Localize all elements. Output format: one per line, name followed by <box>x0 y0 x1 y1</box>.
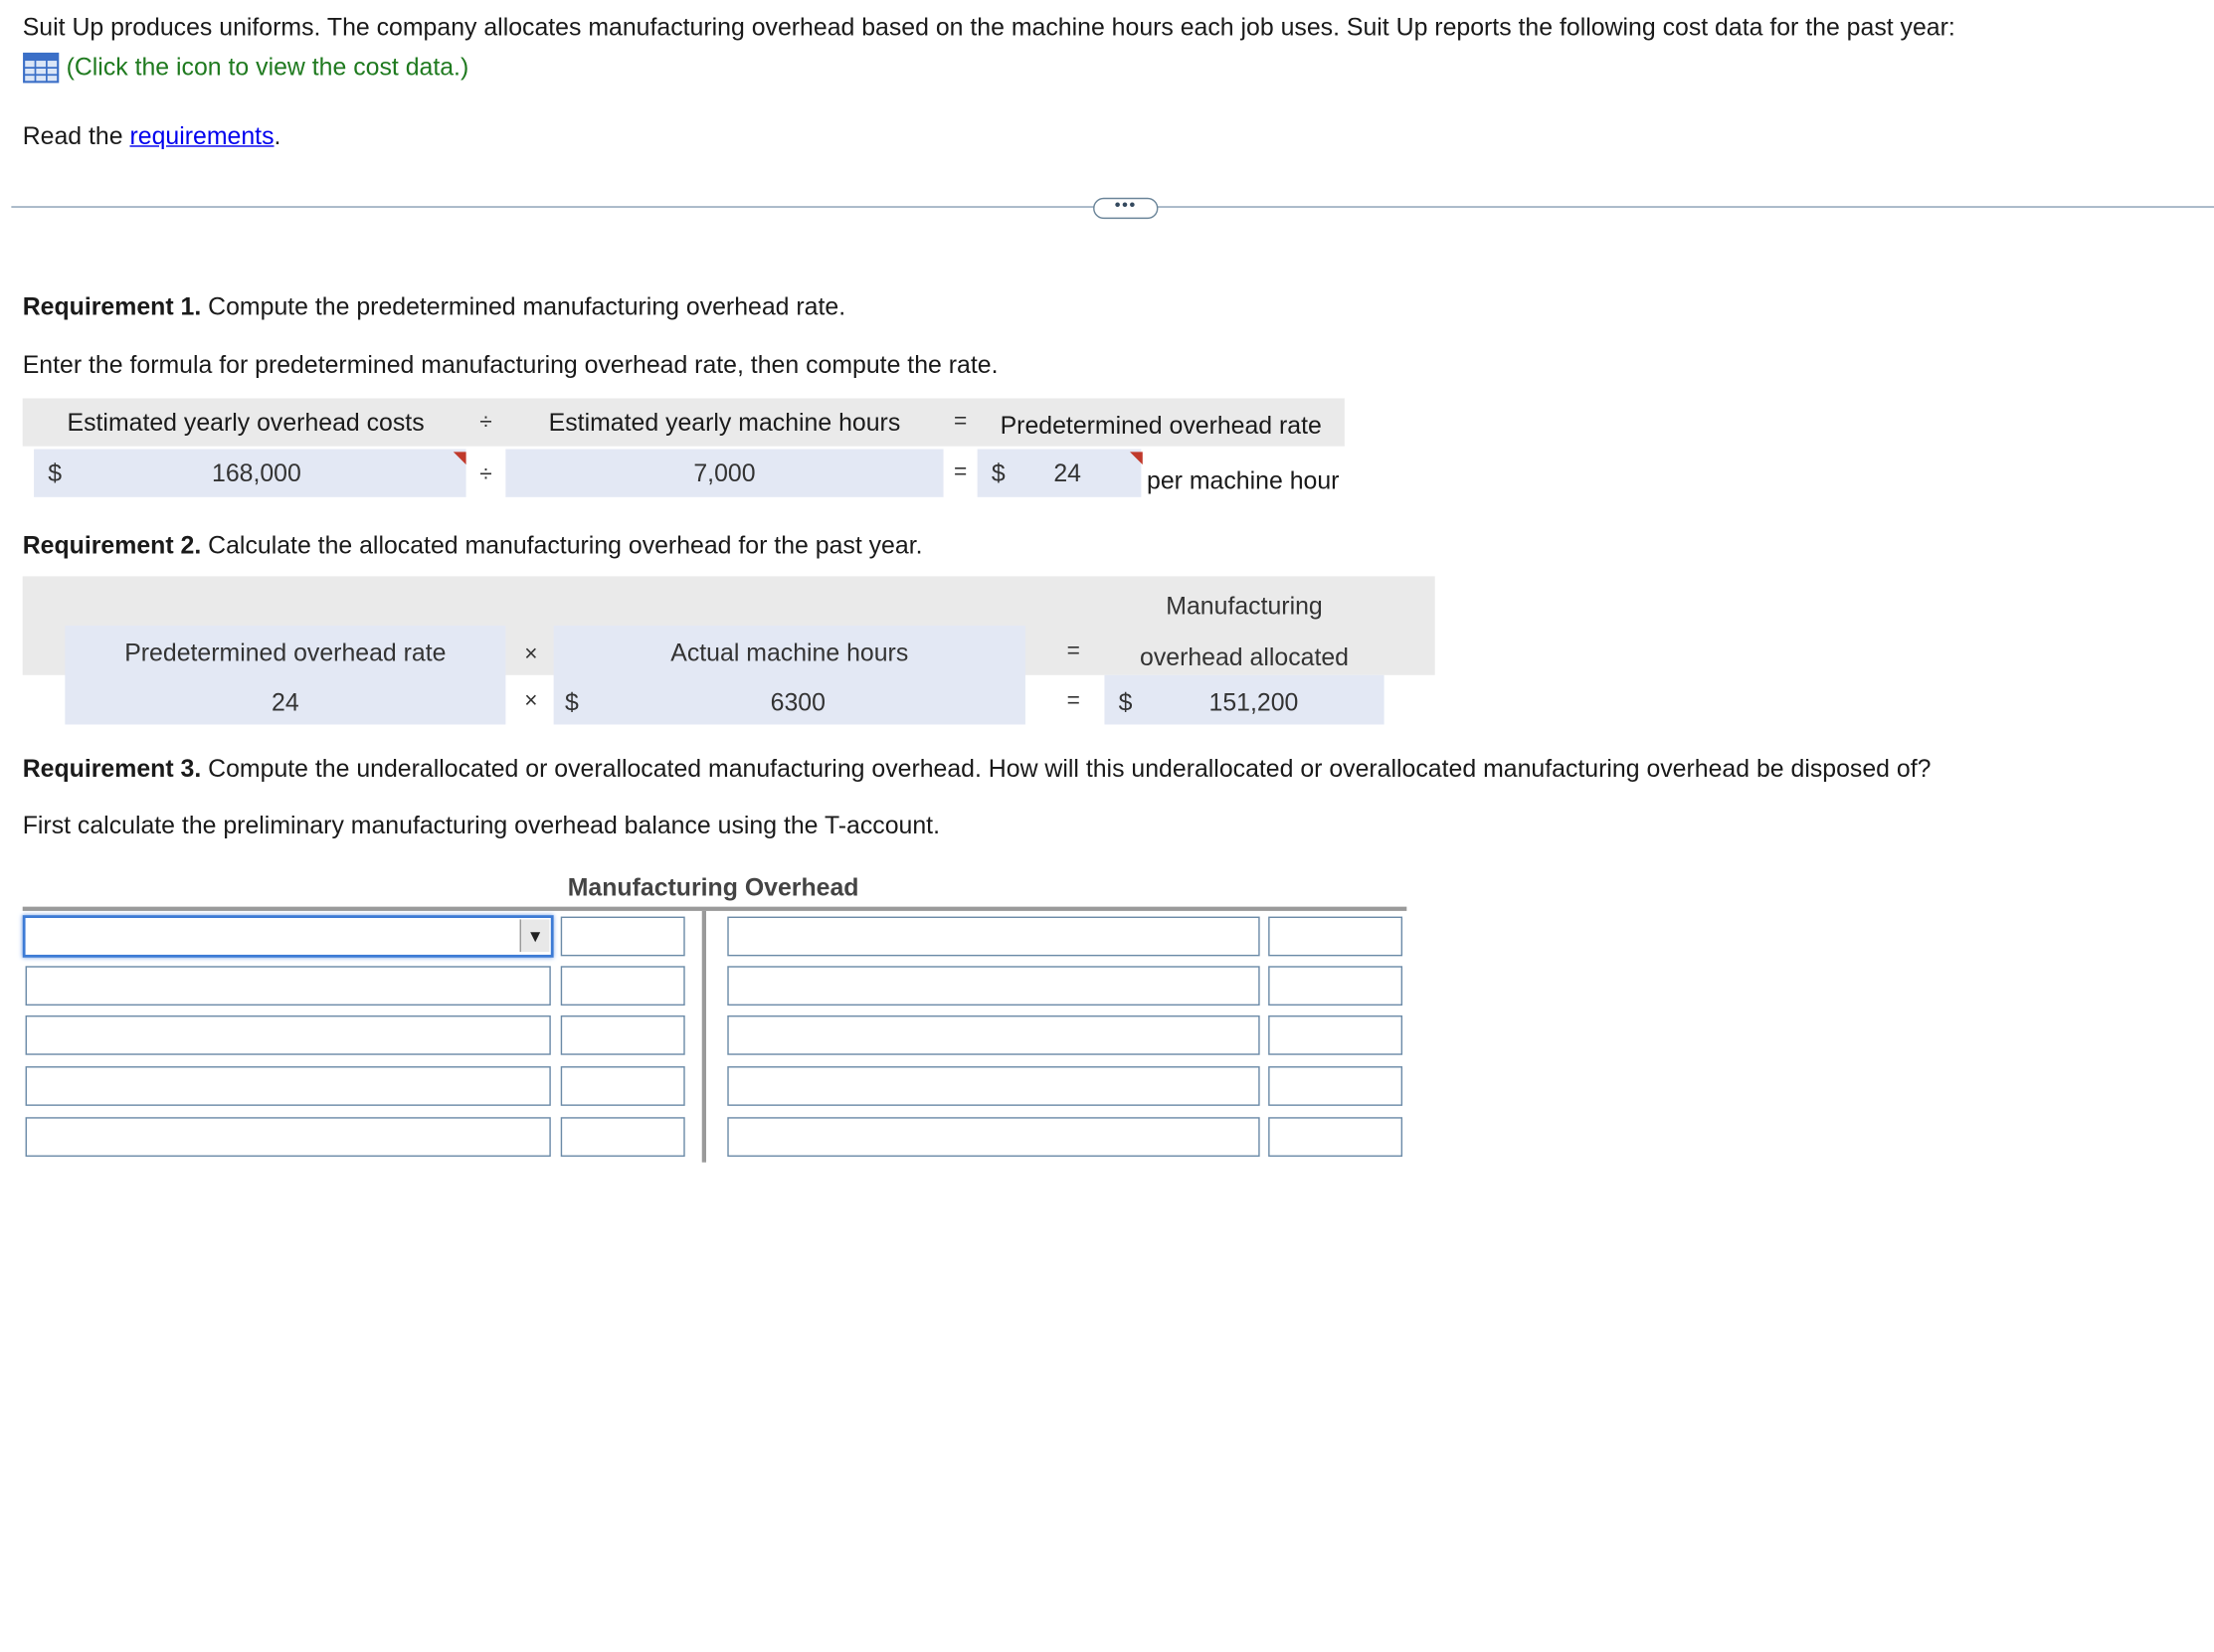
req3-title <box>23 753 1932 784</box>
header-actual-machine-hours: Actual machine hours <box>670 638 909 667</box>
read-suffix: . <box>274 121 281 150</box>
credit-amount-input[interactable] <box>1268 1015 1402 1055</box>
allocated-currency-sign: $ <box>1118 687 1133 716</box>
header-times-sign: × <box>524 642 538 667</box>
requirements-link[interactable]: requirements <box>129 121 275 150</box>
header-predetermined-rate: Predetermined overhead rate <box>124 638 447 667</box>
overhead-costs-input[interactable] <box>34 450 466 497</box>
result-currency-sign: $ <box>991 458 1006 487</box>
req1-instruction: Enter the formula for predetermined manufacturing overhead rate, then compute the rate. <box>22 350 999 379</box>
credit-amount-input[interactable] <box>1268 1117 1402 1157</box>
overhead-rate-input[interactable] <box>978 450 1142 497</box>
edited-marker <box>1130 452 1143 464</box>
rate-value: 24 <box>272 687 299 716</box>
req2-title <box>23 530 923 561</box>
credit-account-input[interactable] <box>727 1066 1259 1106</box>
machine-hours-input[interactable] <box>505 450 943 497</box>
cost-data-link-row[interactable] <box>23 51 469 84</box>
currency-sign: $ <box>48 458 63 487</box>
overhead-rate-value: 24 <box>1053 458 1081 487</box>
req2-label: Requirement 2. <box>22 530 202 560</box>
debit-amount-input[interactable] <box>561 917 685 957</box>
credit-account-input[interactable] <box>727 1015 1259 1055</box>
debit-account-input[interactable] <box>26 1066 551 1106</box>
allocated-value: 151,200 <box>1208 687 1299 716</box>
header-estimated-machine-hours: Estimated yearly machine hours <box>548 408 901 437</box>
req1-title <box>23 291 845 322</box>
req3-text: Compute the underallocated or overallocated manufacturing overhead. How will this underallocated or overallocated manufacturing overhead be disposed of? <box>201 754 1932 783</box>
debit-amount-input[interactable] <box>561 1066 685 1106</box>
credit-account-input[interactable] <box>727 966 1259 1006</box>
times-sign: × <box>524 688 538 714</box>
header-allocated-line1: Manufacturing <box>1166 591 1323 621</box>
problem-intro: Suit Up produces uniforms. The company allocates manufacturing overhead based on the machine hours each job uses. Suit Up reports the following cost data for the past year: <box>22 12 1955 42</box>
debit-account-input[interactable] <box>26 966 551 1006</box>
equals-sign: = <box>953 459 968 485</box>
req1-label: Requirement 1. <box>22 291 202 321</box>
t-account-center-line <box>702 911 706 1163</box>
header-predetermined-overhead-rate: Predetermined overhead rate <box>1000 411 1322 440</box>
header-equals-sign: = <box>953 409 968 434</box>
credit-amount-input[interactable] <box>1268 1066 1402 1106</box>
debit-account-input[interactable] <box>26 1015 551 1055</box>
actual-hours-value: 6300 <box>770 687 826 716</box>
edited-marker <box>454 452 466 464</box>
credit-account-input[interactable] <box>727 1117 1259 1157</box>
expand-more-button[interactable]: ••• <box>1093 198 1158 219</box>
debit-amount-input[interactable] <box>561 1015 685 1055</box>
t-account-top-line <box>23 907 1407 911</box>
req3-label: Requirement 3. <box>22 754 202 783</box>
read-prefix: Read the <box>22 121 130 150</box>
view-cost-data-link[interactable]: (Click the icon to view the cost data.) <box>66 52 469 81</box>
req3-instruction: First calculate the preliminary manufacturing overhead balance using the T-account. <box>22 811 940 839</box>
credit-account-input[interactable] <box>727 917 1259 957</box>
header-estimated-overhead-costs: Estimated yearly overhead costs <box>67 408 425 437</box>
divide-sign: ÷ <box>479 462 492 487</box>
debit-amount-input[interactable] <box>561 966 685 1006</box>
debit-account-input[interactable] <box>26 1117 551 1157</box>
header-divide-sign: ÷ <box>479 411 492 436</box>
machine-hours-value: 7,000 <box>693 458 756 487</box>
t-account-title: Manufacturing Overhead <box>567 872 859 901</box>
req2-text: Calculate the allocated manufacturing overhead for the past year. <box>201 530 923 560</box>
header-equals-sign: = <box>1066 640 1080 664</box>
rate-unit-label: per machine hour <box>1147 465 1340 494</box>
table-grid-icon[interactable] <box>23 53 60 84</box>
overhead-costs-value: 168,000 <box>212 458 301 487</box>
dropdown-arrow-icon[interactable]: ▼ <box>520 919 550 952</box>
req1-text: Compute the predetermined manufacturing overhead rate. <box>201 291 846 321</box>
hours-currency-sign: $ <box>565 687 579 716</box>
debit-amount-input[interactable] <box>561 1117 685 1157</box>
account-dropdown[interactable] <box>23 915 554 958</box>
credit-amount-input[interactable] <box>1268 966 1402 1006</box>
credit-amount-input[interactable] <box>1268 917 1402 957</box>
equals-sign: = <box>1066 688 1080 714</box>
header-allocated-line2: overhead allocated <box>1140 642 1350 671</box>
read-requirements-line <box>23 120 281 151</box>
